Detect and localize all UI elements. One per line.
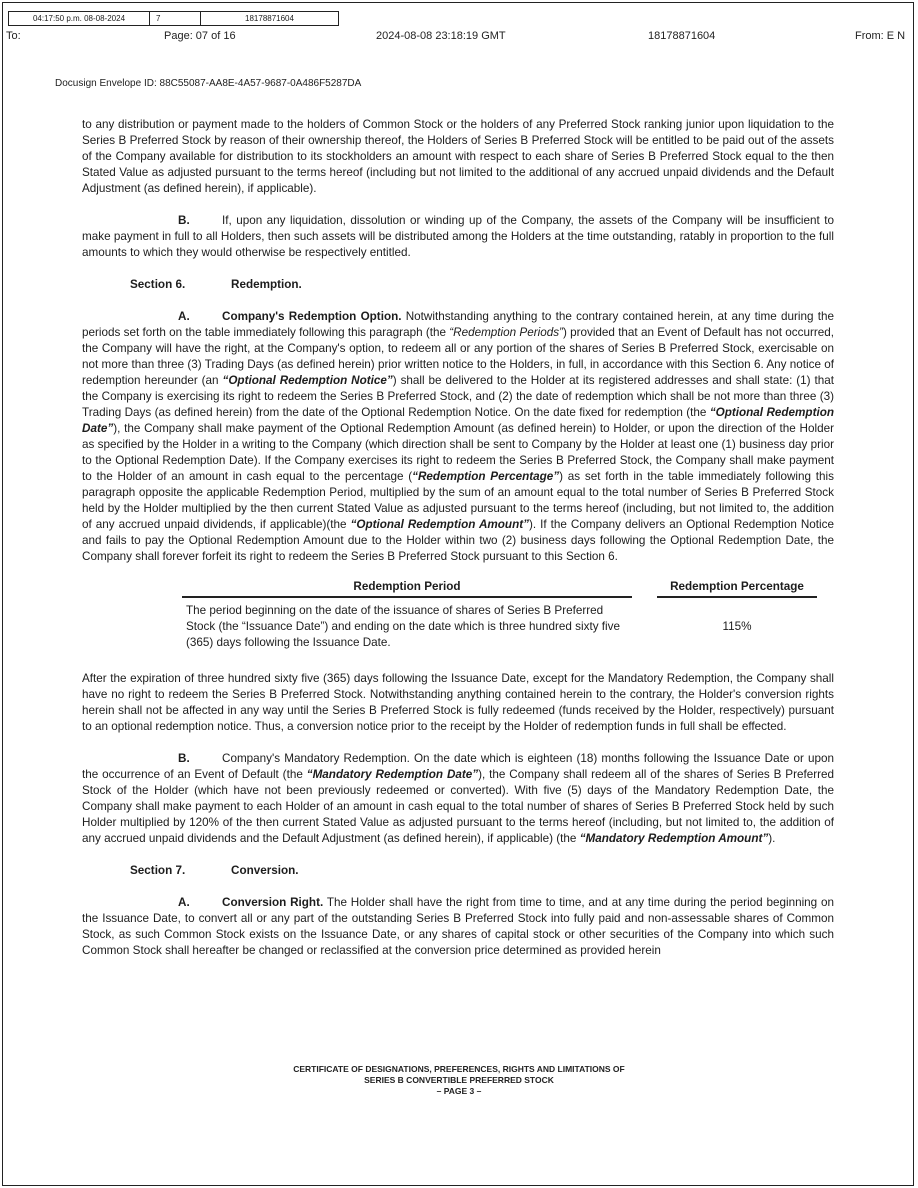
document-body	[82, 117, 834, 959]
defined-term: “Mandatory Redemption Amount”	[579, 832, 769, 845]
table-row	[182, 603, 817, 651]
paragraph-liquidation-b	[82, 213, 834, 261]
paragraph-label: A.	[178, 310, 190, 323]
section-title: Redemption.	[231, 278, 302, 291]
paragraph-heading: Company's Redemption Option.	[222, 310, 402, 323]
fax-strip-pages: 7	[150, 12, 201, 25]
defined-term: “Optional Redemption Amount”	[350, 518, 529, 531]
paragraph-label: B.	[178, 752, 190, 765]
paragraph-mandatory-redemption	[82, 751, 834, 847]
paragraph-after-expiration: After the expiration of three hundred sixty five (365) days following the Issuance Date, except for the Mandatory Redemption, the Company shall have no right to redeem the Series B Preferred Stock. Notwithstanding anything contained herein to the contrary, the Holder's conversion rights herein shall not be affected in any way until the Series B Preferred Stock is fully redeemed (funds received by the Holder, respectively) pursuant to an optional redemption notice. Thus, a conversion notice prior to the receipt by the Holder of redemption funds in full shall be effected.	[82, 672, 834, 733]
section-number: Section 6.	[130, 278, 186, 291]
text-run: ), the Company shall make payment of the Optional Redemption Amount (as defined herein) to Holder, or upon the direction of the Holder as specified by the Holder in a writing to the Company (which direction shall be sent to Company by the Holder at least one (1) business day prior to the Optional Redemption Date). If the Company exercises its right to redeem the Series B Preferred Stock, the Company shall make payment to the Holder of an amount in cash equal to the percentage (	[82, 422, 834, 483]
table-header-row	[182, 579, 817, 598]
fax-page-indicator: Page: 07 of 16	[164, 30, 236, 42]
text-run: Company's Mandatory Redemption. On the date which is eighteen (18) months following the Issuance Date or upon the occurrence of an Event of Default (the	[82, 752, 834, 781]
defined-term: “Optional Redemption Notice”	[222, 374, 393, 387]
fax-from: From: E N	[855, 30, 906, 42]
redemption-table	[182, 579, 817, 651]
table-cell-percentage: 115%	[722, 620, 752, 633]
table-cell-period: The period beginning on the date of the issuance of shares of Series B Preferred Stock (the “Issuance Date”) and ending on the date which is three hundred sixty five (365) days following the Issuance Date.	[186, 604, 620, 649]
text-run: ) as set forth in the table immediately following this paragraph opposite the applicable Redemption Period, multiplied by the sum of an amount equal to the total number of Series B Preferred Stock held by the Holder multiplied by the then current Stated Value as adjusted pursuant to the terms hereof (including, but not limited to, the addition of any accrued unpaid dividends, if applicable)(the	[82, 470, 834, 531]
section-7-heading	[130, 863, 834, 879]
footer-line-1: CERTIFICATE OF DESIGNATIONS, PREFERENCES, RIGHTS AND LIMITATIONS OF	[293, 1064, 625, 1074]
text-run: ) shall be delivered to the Holder at its registered addresses and shall state: (1) that the Company is exercising its right to redeem the Series B Preferred Stock, and (2) the date of redemption which shall be not more than three (3) Trading Days (as defined herein) from the date of the Optional Redemption Notice. On the date fixed for redemption (the	[82, 374, 834, 419]
fax-header-strip	[8, 11, 339, 26]
defined-term: “Optional Redemption Date”	[82, 406, 834, 435]
text-run: Notwithstanding anything to the contrary contained herein, at any time during the periods set forth on the table immediately following this paragraph (the	[82, 310, 835, 339]
text-run: ). If the Company delivers an Optional Redemption Notice and fails to pay the Optional Redemption Amount due to the Holder within two (2) business days following the Optional Redemption Date, the Company shall forever forfeit its right to redeem the Series B Preferred Stock pursuant to this Section 6.	[82, 518, 834, 563]
footer-line-2: SERIES B CONVERTIBLE PREFERRED STOCK	[364, 1075, 554, 1085]
text-run: The Holder shall have the right from time to time, and at any time during the period beginning on the Issuance Date, to convert all or any part of the outstanding Series B Preferred Stock into fully paid and non-assessable shares of Common Stock, as such Common Stock exists on the Issuance Date, or any shares of capital stock or other securities of the Company into which such Common Stock shall hereafter be changed or reclassified at the conversion price determined as provided herein	[82, 896, 834, 957]
paragraph-conversion-right	[82, 895, 834, 959]
table-header-period: Redemption Period	[182, 579, 632, 598]
fax-strip-number: 18178871604	[245, 14, 294, 23]
section-6-heading	[130, 277, 834, 293]
fax-number: 18178871604	[648, 30, 716, 42]
paragraph-liquidation-a: to any distribution or payment made to the holders of Common Stock or the holders of any Preferred Stock ranking junior upon liquidation to the Series B Preferred Stock by reason of their ownership thereof, the Holders of Series B Preferred Stock will be entitled to be paid out of the assets of the Company available for distribution to its stockholders an amount with respect to each share of Series B Preferred Stock equal to the then Stated Value as adjusted pursuant to the terms hereof (including but not limited to the additional of any accrued unpaid dividends and the Default Adjustment (as defined herein), if applicable).	[82, 118, 834, 195]
defined-term: “Mandatory Redemption Date”	[306, 768, 479, 781]
text-run: ) provided that an Event of Default has not occurred, the Company will have the right, at the Company's option, to redeem all or any portion of the shares of Series B Preferred Stock, exercisable on not more than three (3) Trading Days (as defined herein) prior written notice to the Holders, in full, in accordance with this Section 6. Any notice of redemption hereunder (an	[82, 326, 834, 387]
fax-timestamp: 2024-08-08 23:18:19 GMT	[376, 30, 506, 42]
defined-term: “Redemption Periods”	[449, 326, 563, 339]
table-header-percentage: Redemption Percentage	[657, 579, 817, 598]
section-title: Conversion.	[231, 864, 299, 877]
fax-to-label: To:	[6, 30, 21, 42]
text-run: ).	[768, 832, 776, 845]
page-footer	[0, 1064, 918, 1097]
footer-page-number: – PAGE 3 –	[436, 1086, 482, 1096]
paragraph-text: If, upon any liquidation, dissolution or winding up of the Company, the assets of the Company will be insufficient to make payment in full to all Holders, then such assets will be distributed among the Holders at the time outstanding, ratably in proportion to the full amounts to which they would otherwise be respectively entitled.	[82, 214, 834, 259]
paragraph-redemption-option	[82, 309, 834, 565]
paragraph-label: A.	[178, 896, 190, 909]
paragraph-label: B.	[178, 214, 190, 227]
text-run: ), the Company shall redeem all of the shares of Series B Preferred Stock of the Holder (which have not been previously redeemed or converted). With five (5) days of the Mandatory Redemption Date, the Company shall make payment to each Holder of an amount in cash equal to the total number of shares of Series B Preferred Stock held by such Holder multiplied by 120% of the then current Stated Value as adjusted pursuant to the terms hereof (including, but not limited to, the addition of any accrued unpaid dividends and the Default Adjustment (as defined herein), if applicable) (the	[82, 768, 835, 845]
defined-term: “Redemption Percentage”	[412, 470, 560, 483]
paragraph-heading: Conversion Right.	[222, 896, 324, 909]
docusign-envelope-id: Docusign Envelope ID: 88C55087-AA8E-4A57-9687-0A486F5287DA	[55, 78, 362, 89]
fax-strip-time: 04:17:50 p.m. 08-08-2024	[9, 12, 150, 25]
section-number: Section 7.	[130, 864, 186, 877]
